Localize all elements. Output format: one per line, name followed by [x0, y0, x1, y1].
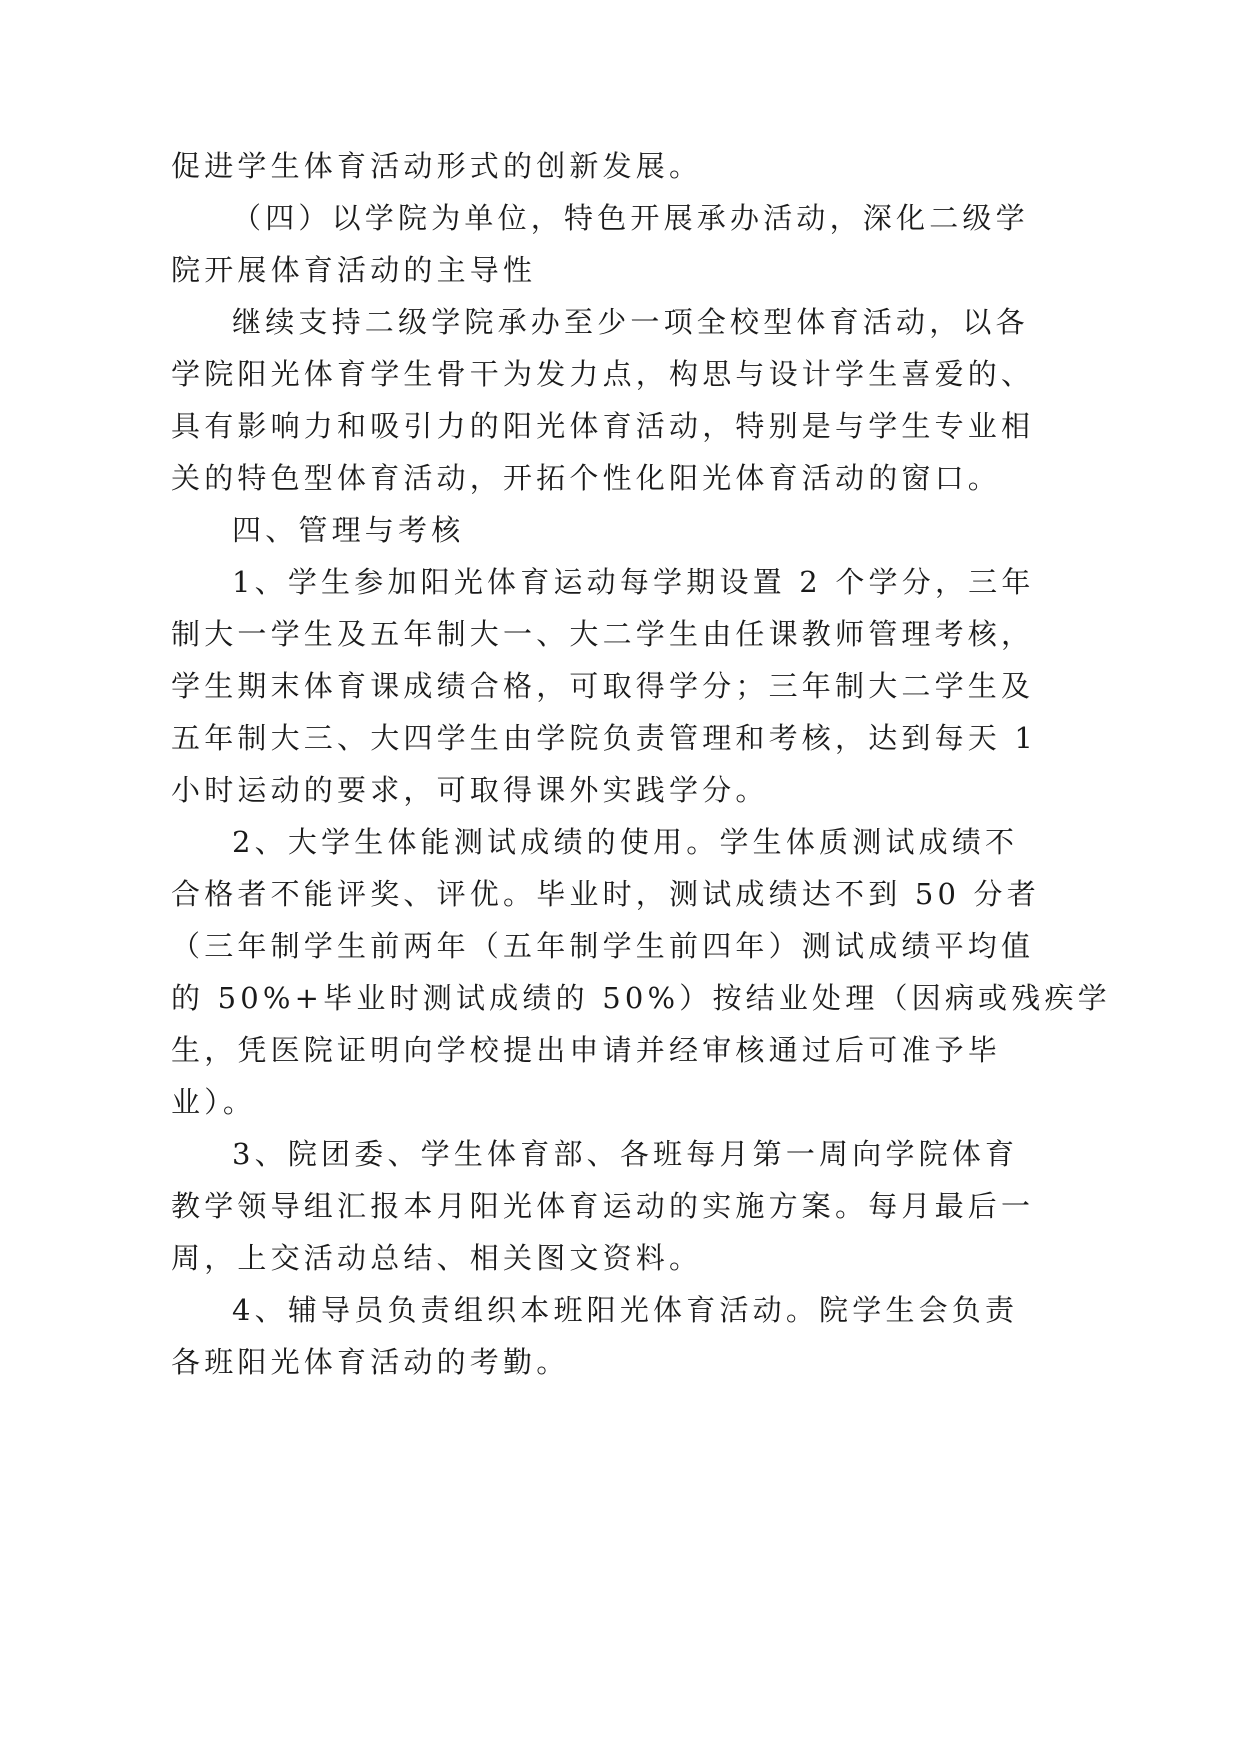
- paragraph-line: 学院阳光体育学生骨干为发力点，构思与设计学生喜爱的、: [171, 357, 1035, 391]
- paragraph-line: 小时运动的要求，可取得课外实践学分。: [171, 773, 769, 807]
- paragraph-line: （三年制学生前两年（五年制学生前四年）测试成绩平均值: [171, 929, 1035, 963]
- section-heading: （四）以学院为单位，特色开展承办活动，深化二级学: [232, 201, 1029, 235]
- paragraph-line: 4、辅导员负责组织本班阳光体育活动。院学生会负责: [232, 1293, 1019, 1327]
- paragraph-line: 2、大学生体能测试成绩的使用。学生体质测试成绩不: [232, 825, 1019, 859]
- paragraph-line: 各班阳光体育活动的考勤。: [171, 1345, 570, 1379]
- paragraph-line: 1、学生参加阳光体育运动每学期设置 2 个学分，三年: [232, 565, 1035, 599]
- paragraph-line: 教学领导组汇报本月阳光体育运动的实施方案。每月最后一: [171, 1189, 1035, 1223]
- section-heading-continued: 院开展体育活动的主导性: [171, 253, 537, 287]
- paragraph-line: 继续支持二级学院承办至少一项全校型体育活动，以各: [232, 305, 1029, 339]
- paragraph-line: 业）。: [171, 1085, 257, 1119]
- paragraph-line: 生，凭医院证明向学校提出申请并经审核通过后可准予毕: [171, 1033, 1002, 1067]
- paragraph-line: 合格者不能评奖、评优。毕业时，测试成绩达不到 50 分者: [171, 877, 1040, 911]
- paragraph-line: 学生期末体育课成绩合格，可取得学分；三年制大二学生及: [171, 669, 1035, 703]
- paragraph-line: 制大一学生及五年制大一、大二学生由任课教师管理考核，: [171, 617, 1035, 651]
- paragraph-line: 具有影响力和吸引力的阳光体育活动，特别是与学生专业相: [171, 409, 1035, 443]
- paragraph-line: 的 50%+毕业时测试成绩的 50%）按结业处理（因病或残疾学: [171, 981, 1111, 1015]
- paragraph-line: 周，上交活动总结、相关图文资料。: [171, 1241, 703, 1275]
- paragraph-line: 3、院团委、学生体育部、各班每月第一周向学院体育: [232, 1137, 1019, 1171]
- text-line: 促进学生体育活动形式的创新发展。: [171, 149, 703, 183]
- section-heading: 四、管理与考核: [232, 513, 465, 547]
- paragraph-line: 五年制大三、大四学生由学院负责管理和考核，达到每天 1: [171, 721, 1038, 755]
- paragraph-line: 关的特色型体育活动，开拓个性化阳光体育活动的窗口。: [171, 461, 1002, 495]
